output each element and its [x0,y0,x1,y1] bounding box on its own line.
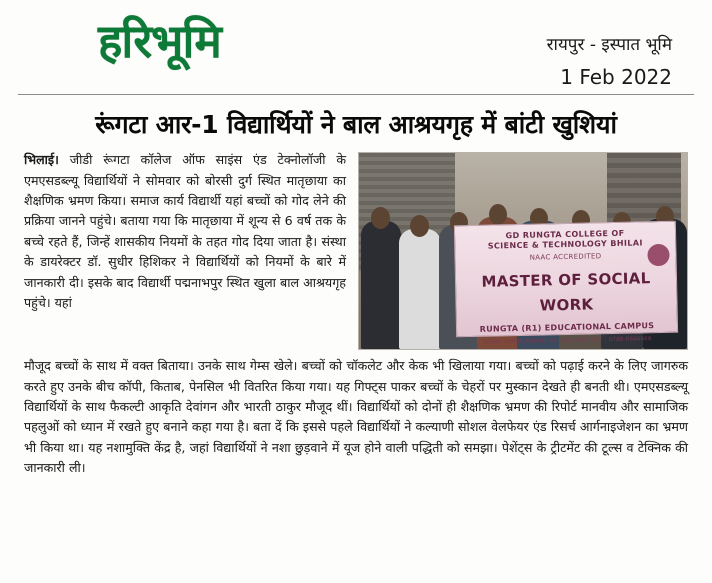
banner-line-1: GD RUNGTA COLLEGE OF [505,229,625,241]
banner-seal-icon [647,244,669,266]
masthead-divider [18,94,694,95]
publication-date: 1 Feb 2022 [560,65,672,89]
edition-block [547,18,694,89]
banner-line-5: RUNGTA (R1) EDUCATIONAL CAMPUS [479,321,655,334]
banner-line-3: NAAC ACCREDITED [529,252,602,263]
article-body [18,150,694,478]
edition-name: रायपुर - इस्पात भूमि [546,35,672,55]
banner-line-6: KOHKA ROAD, KURUD, BHILAI | CONTACT : 0788-6666666 [482,336,652,346]
article-text-1: जीडी रूंगटा कॉलेज ऑफ साइंस एंड टेक्नोलॉजी के एमएसडब्ल्यू विद्यार्थियों ने सोमवार को बोरसी दुर्ग स्थित मातृछाया का शैक्षणिक भ्रमण किया। समाज कार्य विद्यार्थी यहां बच्चों को गोद लेने की प्रक्रिया जानने पहुंचे। बताया गया कि मातृछाया में शून्य से 6 वर्ष तक के बच्चे रहते हैं, जिन्हें शासकीय नियमों के तहत गोद दिया जाता है। संस्था के डायरेक्टर डॉ. सुधीर हिशिकर ने विद्यार्थियों को नियमों के बारे में जानकारी दी। इसके बाद विद्यार्थी पद्मनाभपुर स्थित खुला बाल आश्रयगृह पहुंचे। यहां [24,152,346,310]
article-paragraph-2: मौजूद बच्चों के साथ में वक्त बिताया। उनके साथ गेम्स खेले। बच्चों को चॉकलेट और केक भी खिलाया गया। बच्चों को पढ़ाई करने के लिए जागरुक करते हुए उनके बीच कॉपी, किताब, पेनसिल भी वितरित किया गया। यह गिफ्ट्स पाकर बच्चों के चेहरों पर मुस्कान देखते ही बनती थी। एमएसडब्ल्यू विद्यार्थियों के साथ फैकल्टी आकृति देवांगन और भारती ठाकुर मौजूद थीं। विद्यार्थियों को दोनों ही शैक्षणिक भ्रमण की रिपोर्ट मानवीय और सामाजिक पहलुओं को ध्यान में रखते हुए बनाने कहा गया है। बता दें कि इससे पहले विद्यार्थियों ने कल्याणी सोशल वेलफेयर एंड रिसर्च आर्गनाइजेशन का भ्रमण भी किया था। यह नशामुक्ति केंद्र है, जहां विद्यार्थियों ने नशा छुड़वाने में यूज होने वाली पद्धिती को समझा। पेशेंट्स के ट्रीटमेंट की टूल्स व टेक्निक की जानकारी ली। [24,358,688,476]
photo-banner [454,221,678,346]
masthead [18,10,694,88]
banner-line-2: SCIENCE & TECHNOLOGY BHILAI [487,238,643,251]
page-title: रूंगटा आर-1 विद्यार्थियों ने बाल आश्रयगृह में बांटी खुशियां [95,110,617,139]
article-dateline: भिलाई। [24,152,59,168]
article-photo [358,152,688,350]
banner-line-4: MASTER OF SOCIAL WORK [481,269,651,315]
newspaper-logo: हरिभूमि [98,14,221,68]
